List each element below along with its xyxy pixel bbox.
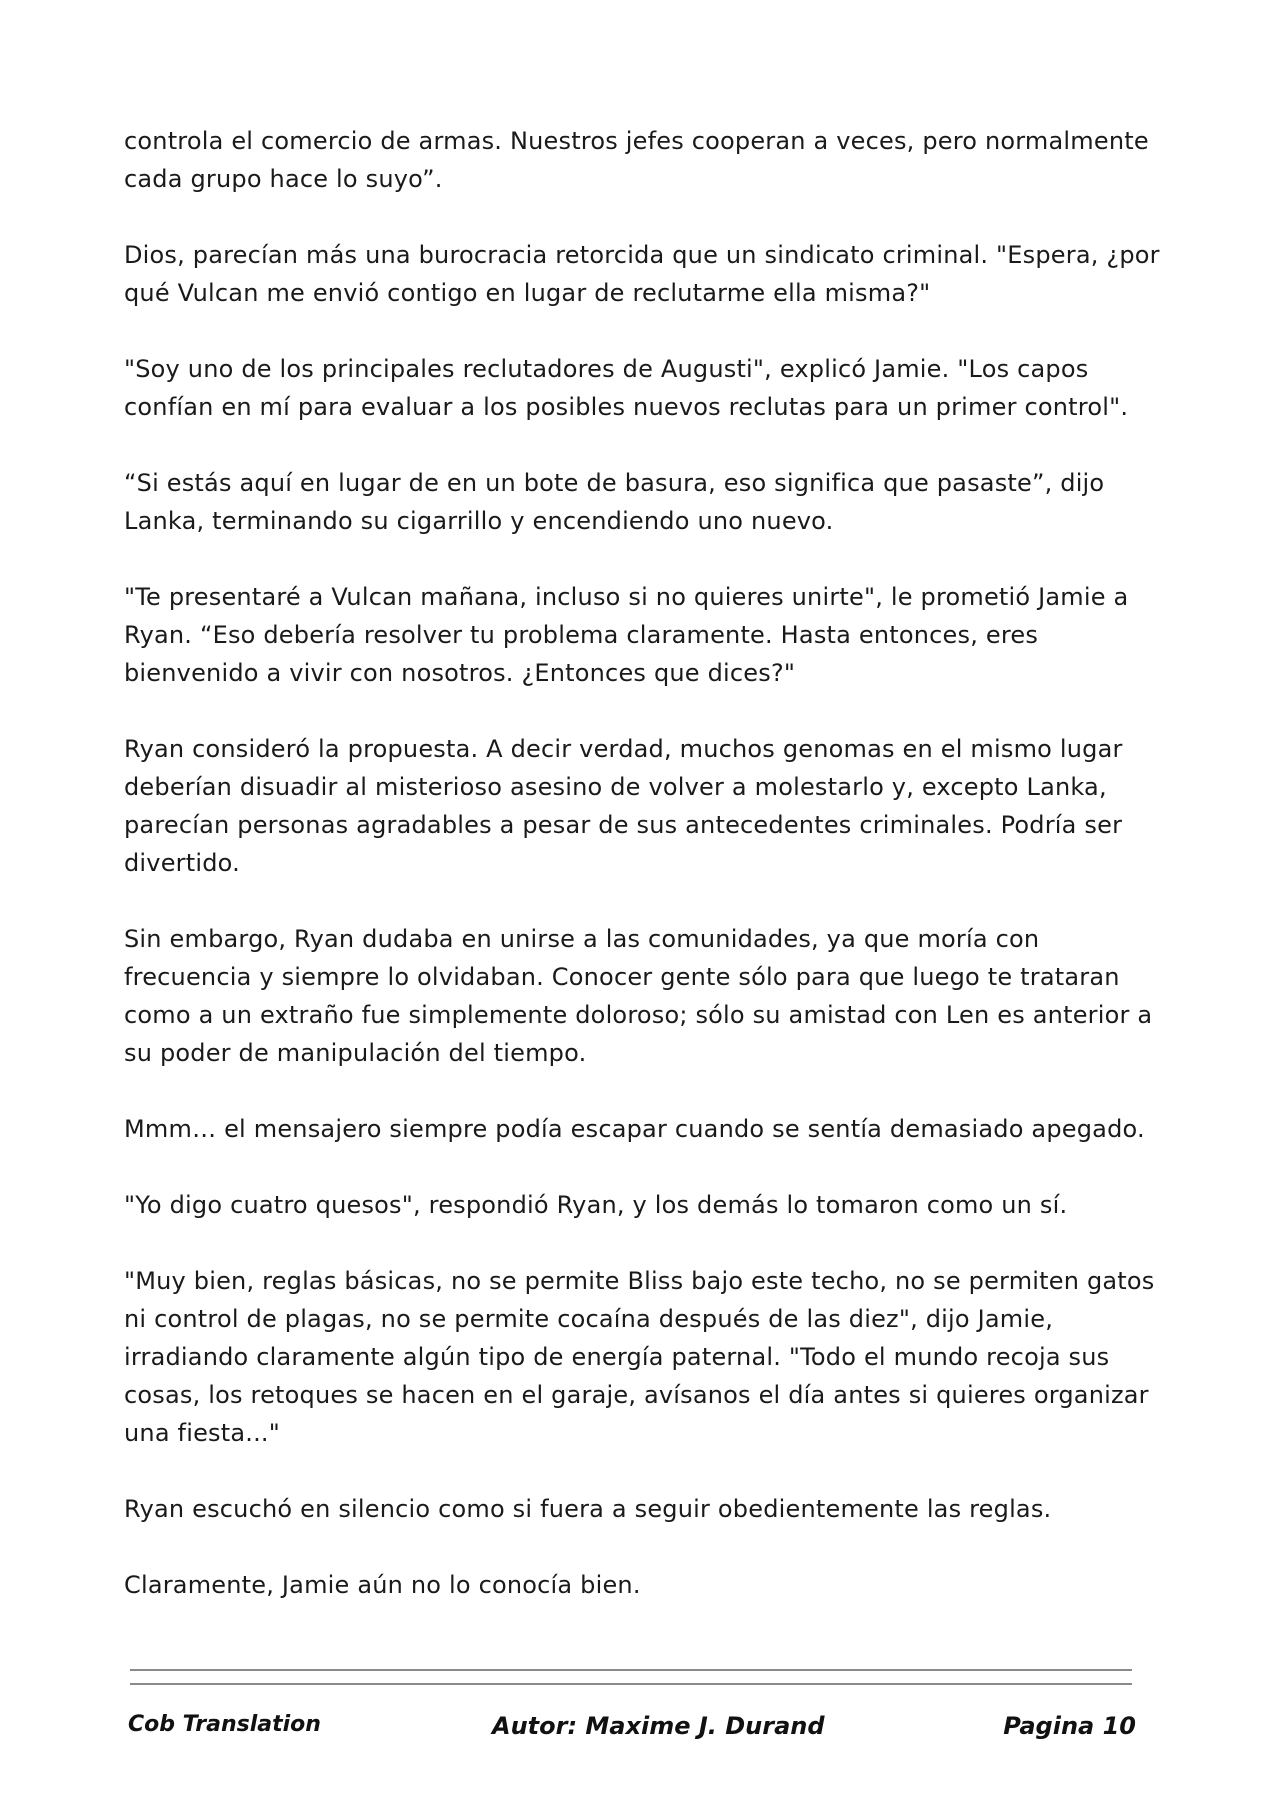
footer-page-number: Pagina 10 [1003,1712,1136,1740]
footer-divider-bottom [130,1683,1132,1685]
footer-author: Autor: Maxime J. Durand [492,1712,825,1740]
paragraph: "Te presentaré a Vulcan mañana, incluso si no quieres unirte", le prometió Jamie a Ryan. “Eso debería resolver tu problema claramente. Hasta entonces, eres bienvenido a vivir con nosotros. ¿Entonces que dices?" [124,583,1129,687]
footer-divider-top [130,1669,1132,1671]
paragraph: Ryan escuchó en silencio como si fuera a seguir obedientemente las reglas. [124,1495,1052,1523]
paragraph: Dios, parecían más una burocracia retorcida que un sindicato criminal. "Espera, ¿por qué Vulcan me envió contigo en lugar de reclutarme ella misma?" [124,241,1160,307]
paragraph: "Muy bien, reglas básicas, no se permite Bliss bajo este techo, no se permiten gatos ni control de plagas, no se permite cocaína después de las diez", dijo Jamie, irradiando claramente algún tipo de energía paternal. "Todo el mundo recoja sus cosas, los retoques se hacen en el garaje, avísanos el día antes si quieres organizar una fiesta..." [124,1267,1155,1447]
page-footer [128,1712,1136,1752]
paragraph: Mmm… el mensajero siempre podía escapar cuando se sentía demasiado apegado. [124,1115,1145,1143]
footer-translator: Cob Translation [128,1712,321,1737]
paragraph: "Soy uno de los principales reclutadores de Augusti", explicó Jamie. "Los capos confían en mí para evaluar a los posibles nuevos reclutas para un primer control". [124,355,1129,421]
paragraph: "Yo digo cuatro quesos", respondió Ryan, y los demás lo tomaron como un sí. [124,1191,1068,1219]
paragraph: Ryan consideró la propuesta. A decir verdad, muchos genomas en el mismo lugar deberían disuadir al misterioso asesino de volver a molestarlo y, excepto Lanka, parecían personas agradables a pesar de sus antecedentes criminales. Podría ser divertido. [124,735,1123,877]
page-body [124,122,1164,1642]
paragraph: Sin embargo, Ryan dudaba en unirse a las comunidades, ya que moría con frecuencia y siempre lo olvidaban. Conocer gente sólo para que luego te trataran como a un extraño fue simplemente doloroso; sólo su amistad con Len es anterior a su poder de manipulación del tiempo. [124,925,1153,1067]
paragraph: “Si estás aquí en lugar de en un bote de basura, eso significa que pasaste”, dijo Lanka, terminando su cigarrillo y encendiendo uno nuevo. [124,469,1105,535]
paragraph: controla el comercio de armas. Nuestros jefes cooperan a veces, pero normalmente cada grupo hace lo suyo”. [124,127,1149,193]
paragraph: Claramente, Jamie aún no lo conocía bien. [124,1571,641,1599]
